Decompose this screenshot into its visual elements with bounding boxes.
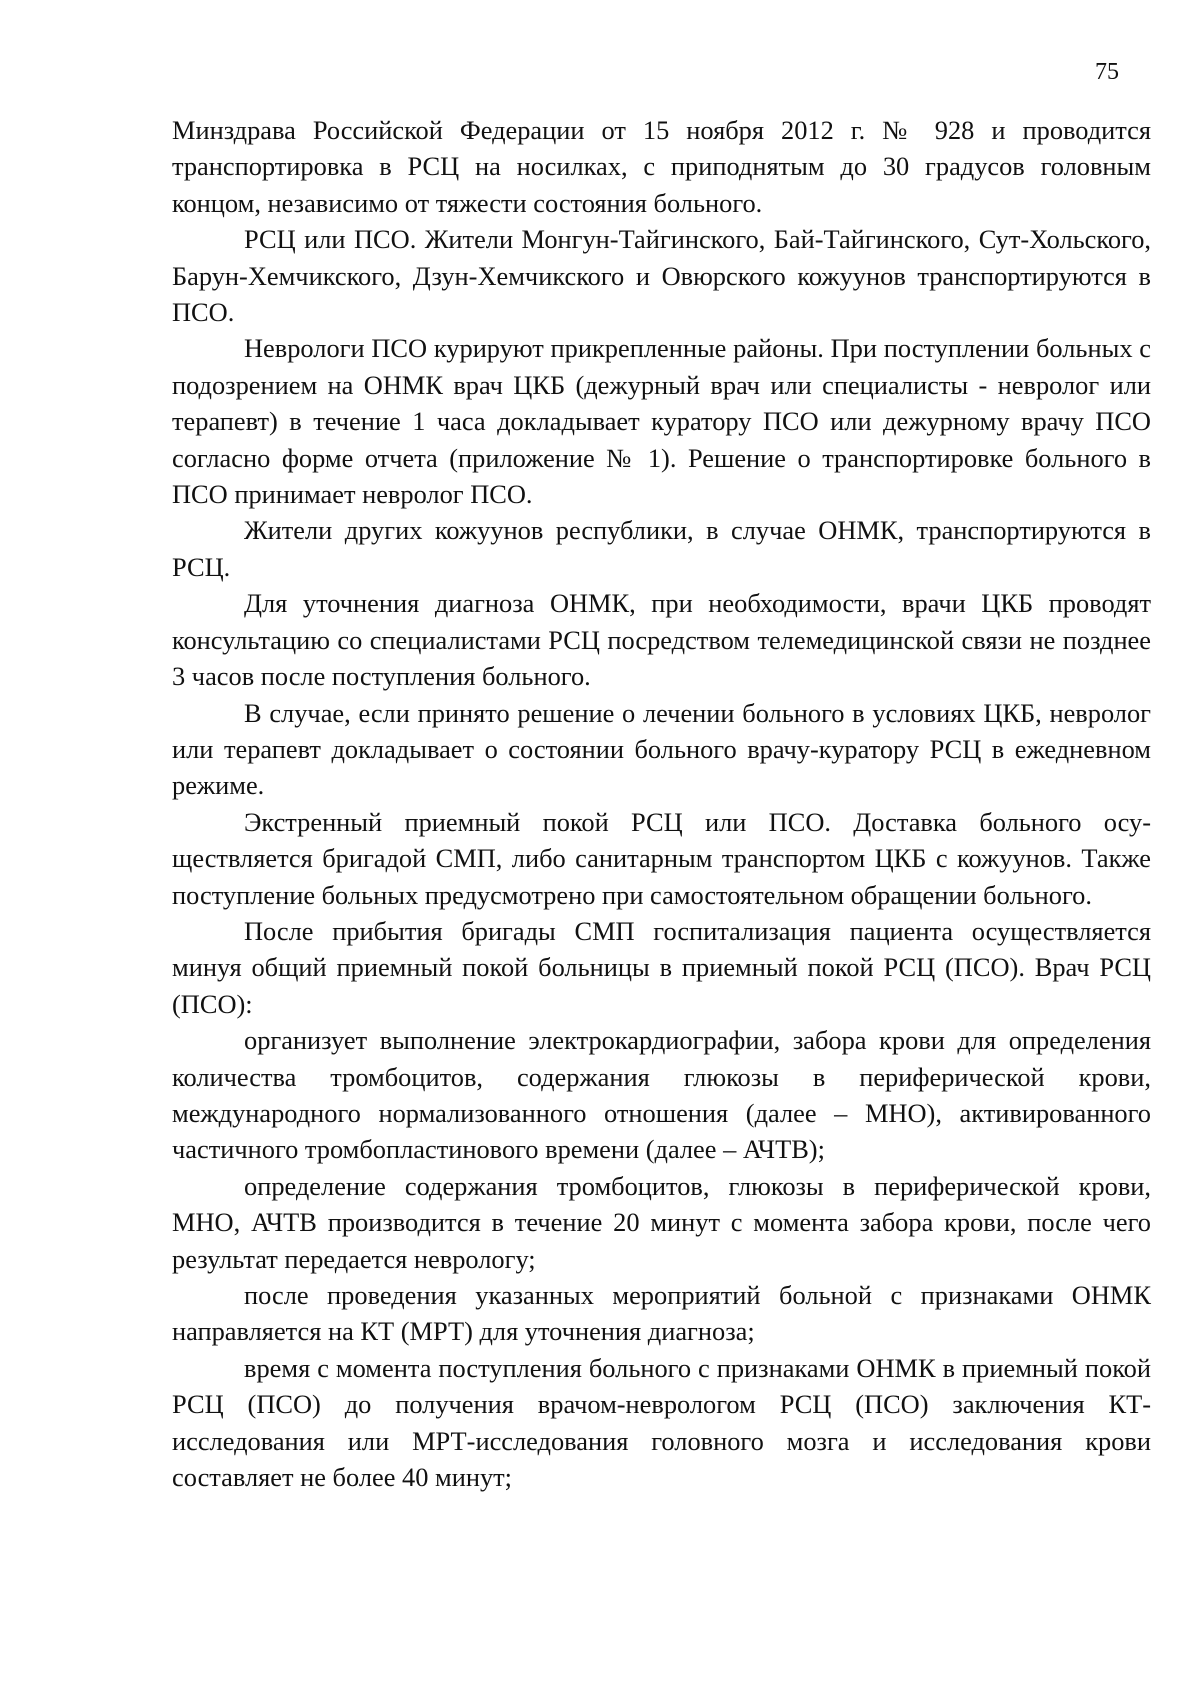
paragraph: Неврологи ПСО курируют прикрепленные районы. При поступлении больных с подозрением на ОНМК врач ЦКБ (дежурный врач или специалисты - невролог или терапевт) в течение 1 часа докладывает куратору ПСО или дежурному врачу ПСО согласно форме отчета (приложение № 1). Решение о транспортировке больного в ПСО принимает невролог ПСО. bbox=[172, 333, 1151, 510]
paragraph: РСЦ или ПСО. Жители Монгун-Тайгинского, Бай-Тайгинского, Сут-Хольского, Барун-Хемчикского, Дзун-Хемчикского и Овюрского кожуунов транспортируются в ПСО. bbox=[172, 224, 1151, 328]
list-item: определение содержания тромбоцитов, глюкозы в периферической крови, МНО, АЧТВ производится в течение 20 минут с момента забора крови, после чего результат передается неврологу; bbox=[172, 1170, 1151, 1274]
body-text bbox=[172, 112, 1151, 1495]
paragraph: Для уточнения диагноза ОНМК, при необходимости, врачи ЦКБ проводят консультацию со специалистами РСЦ посредством телемедицинской связи не позднее 3 часов после поступления больного. bbox=[172, 588, 1151, 692]
list-item: после проведения указанных мероприятий больной с признаками ОНМК направляется на КТ (МРТ) для уточнения диагноза; bbox=[172, 1280, 1151, 1347]
paragraph: Жители других кожуунов республики, в случае ОНМК, транспортируются в РСЦ. bbox=[172, 515, 1151, 582]
list-item: организует выполнение электрокардиографии, забора крови для определения количества тромбоцитов, содержания глюкозы в периферической крови, международного нормализованного отношения (далее – МНО), активированного частичного тромбопластинового времени (далее – АЧТВ); bbox=[172, 1025, 1151, 1165]
paragraph: После прибытия бригады СМП госпитализация пациента осуществляется минуя общий приемный покой больницы в приемный покой РСЦ (ПСО). Врач РСЦ (ПСО): bbox=[172, 915, 1151, 1019]
paragraph: В случае, если принято решение о лечении больного в условиях ЦКБ, невролог или терапевт докладывает о состоянии больного врачу-куратору РСЦ в ежедневном режиме. bbox=[172, 697, 1151, 801]
paragraph: Экстренный приемный покой РСЦ или ПСО. Доставка больного осуществляется бригадой СМП, либо санитарным транспортом ЦКБ с кожуунов. Также поступление больных предусмотрено при самостоятельном обращении больного. bbox=[172, 806, 1151, 910]
list-item: время с момента поступления больного с признаками ОНМК в приемный покой РСЦ (ПСО) до получения врачом-неврологом РСЦ (ПСО) заключения КТ-исследования или МРТ-исследования головного мозга и исследования крови составляет не более 40 минут; bbox=[172, 1352, 1151, 1493]
page-number: 75 bbox=[1095, 59, 1119, 85]
paragraph: Минздрава Российской Федерации от 15 ноября 2012 г. № 928 и проводится транспортировка в РСЦ на носилках, с приподнятым до 30 градусов головным концом, независимо от тяжести состояния больного. bbox=[172, 115, 1151, 218]
